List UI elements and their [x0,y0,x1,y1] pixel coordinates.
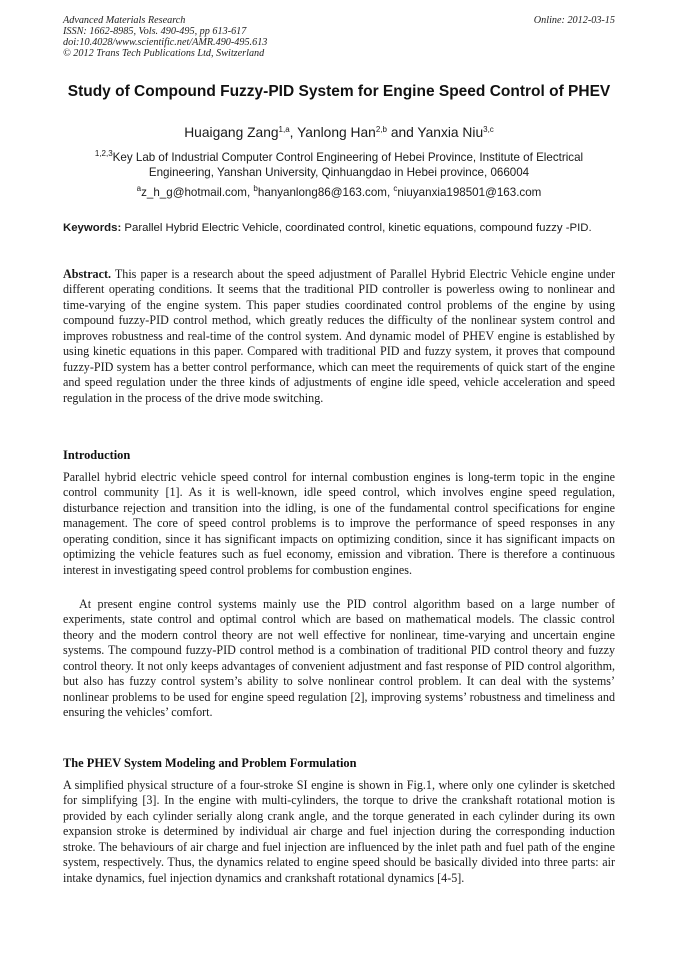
intro-paragraph-1: Parallel hybrid electric vehicle speed control for internal combustion engines is long-term topic in the engine control community [1]. As it is well-known, idle speed control, which involves engine speed regulation, disturbance rejection and transition into the idling, is one of the fundamental control specifications for engine management. The core of speed control problems is to improve the performance of speed responses in any operating condition, since it has significant impacts on optimizing condition, since it has significant impacts on optimizing the vehicle features such as fuel economy, emission and vibration. There is therefore a continuous interest in investigating speed control problems for combustion engines. [63,470,615,577]
email-mark: c [393,184,398,193]
intro-paragraph-2: At present engine control systems mainly use the PID control algorithm based on a large number of experiments, state control and optimal control which are based on mathematical models. The classic control theory and the modern control theory are not well effective for nonlinear, time-varying and uncertain engine systems. The compound fuzzy-PID control method is a combination of traditional PID control theory and fuzzy control theory. It not only keeps advantages of convenient adjustment and fast response of PID control algorithm, but also has fuzzy control system’s ability to solve nonlinear control problem. It can deal with the systems’ nonlinear problems to be used for engine speed regulation [2], improving systems’ robustness and timeliness and ensuring the vehicles’ comfort. [63,597,615,720]
doi-line: doi:10.4028/www.scientific.net/AMR.490-495.613 [63,37,268,48]
section-heading-introduction: Introduction [63,448,131,462]
affiliation-text: Key Lab of Industrial Computer Control Engineering of Hebei Province, Institute of Electrical [112,151,584,164]
keywords [63,221,615,236]
author-affil-mark: 1,a [278,125,290,134]
abstract-label: Abstract. [63,267,112,281]
issn-line: ISSN: 1662-8985, Vols. 490-495, pp 613-617 [63,26,247,37]
author-separator: , [289,125,298,140]
abstract-text: This paper is a research about the speed adjustment of Parallel Hybrid Electric Vehicle engine under different operating conditions. It seems that the traditional PID controller is powerless owing to nonlinear and time-varying of the engine system. This paper studies coordinated control problems of the engine by using compound fuzzy-PID control method, which greatly reduces the difficulty of the nonlinear system control and improves robustness and real-time of the control system. And dynamic model of PHEV engine is established by using kinetic equations in this paper. Compared with traditional PID and fuzzy system, it proves that compound fuzzy-PID system has a better control performance, which can meet the requirements of quick start of the engine and speed regulation under the three kinds of adjustments of engine idle speed, vehicle acceleration and speed regulation in the process of the drive mode switching. [63,267,615,405]
email-link[interactable]: hanyanlong86@163.com, [257,186,394,199]
author-name: Yanxia Niu [417,125,484,140]
journal-header [63,15,615,59]
affiliation [63,150,615,180]
affiliation-mark: 1,2,3 [94,149,113,158]
email-link[interactable]: z_h_g@hotmail.com, [141,186,254,199]
author-name: Yanlong Han [297,125,376,140]
section-heading-modeling: The PHEV System Modeling and Problem Formulation [63,756,357,770]
online-date: Online: 2012-03-15 [533,15,615,26]
journal-name: Advanced Materials Research [63,15,186,26]
author-separator: and [386,125,418,140]
affiliation-line [63,150,615,165]
author-affil-mark: 2,b [375,125,387,134]
email-mark: b [253,184,258,193]
email-link[interactable]: niuyanxia198501@163.com [397,186,542,199]
email-mark: a [136,184,142,193]
author-emails [63,185,615,200]
copyright-line: © 2012 Trans Tech Publications Ltd, Switzerland [63,48,265,59]
paper-title: Study of Compound Fuzzy-PID System for Engine Speed Control of PHEV [67,83,611,100]
affiliation-line: Engineering, Yanshan University, Qinhuangdao in Hebei province, 066004 [148,166,530,179]
keywords-text: Parallel Hybrid Electric Vehicle, coordinated control, kinetic equations, compound fuzzy -PID. [121,222,592,234]
author-affil-mark: 3,c [483,125,494,134]
author-list [63,124,615,142]
author-name: Huaigang Zang [184,125,279,140]
keywords-label: Keywords: [63,222,122,234]
abstract [63,267,615,406]
modeling-paragraph-1: A simplified physical structure of a four-stroke SI engine is shown in Fig.1, where only one cylinder is sketched for simplifying [3]. In the engine with multi-cylinders, the torque to drive the crankshaft rotational motion is provided by each cylinder serially along crank angle, and the torque generated in each cylinder during its own expansion stroke is determined by individual air charge and fuel injection during the corresponding induction stroke. The behaviours of air charge and fuel injection are influenced by the inlet path and fuel path of the engine system, respectively. Thus, the dynamics related to engine speed should be basically divided into three parts: air intake dynamics, fuel injection dynamics and crankshaft rotational dynamics [4-5]. [63,778,615,885]
